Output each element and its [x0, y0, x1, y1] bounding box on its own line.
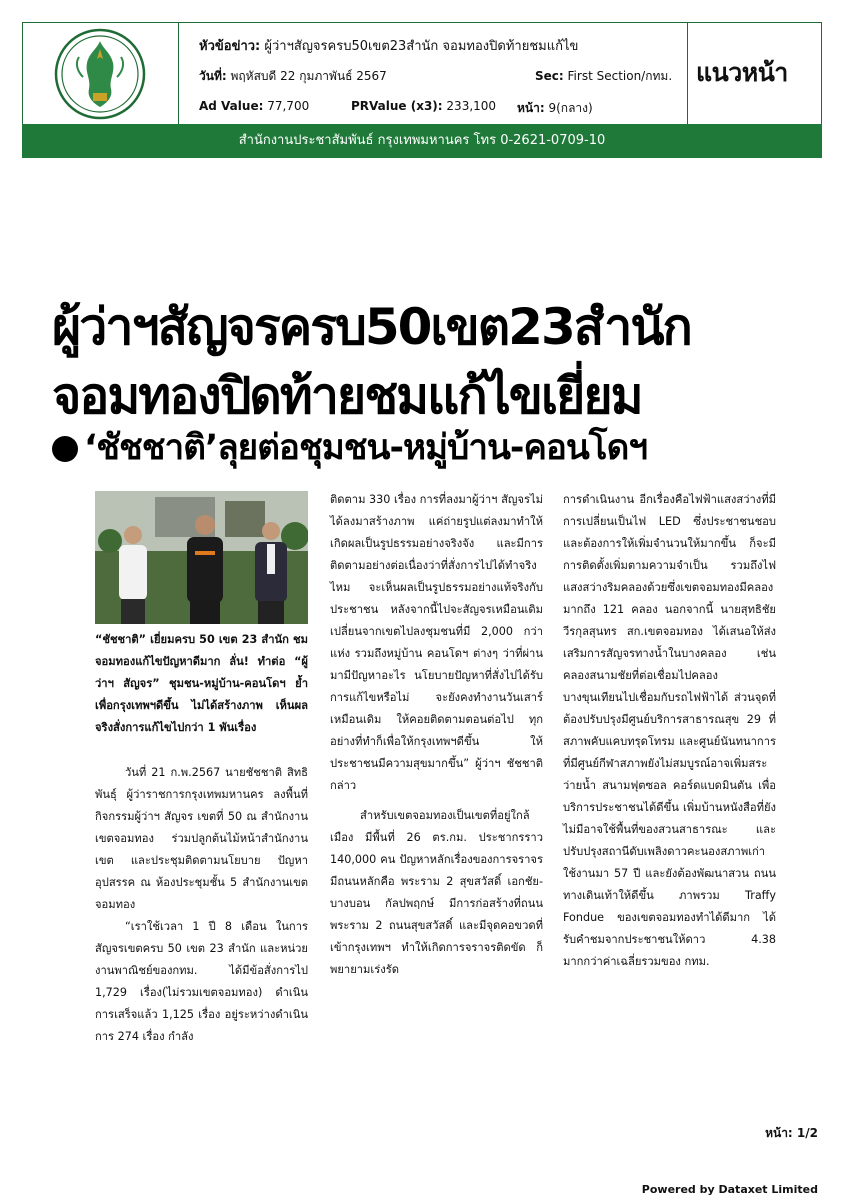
article-subtitle: ‘ชัชชาติ’ลุยต่อชุมชน-หมู่บ้าน-คอนโดฯ: [84, 428, 647, 468]
paragraph: วันที่ 21 ก.พ.2567 นายชัชชาติ สิทธิพันธุ์ ผู้ว่าราชการกรุงเทพมหานคร ลงพื้นที่กิจกรรมผู้ว่าฯ สัญจร เขตที่ 50 ณ สำนักงานเขตจอมทอง ร่วมปลูกต้นไม้หน้าสำนักงานเขต และประชุมติดตามนโยบาย ปัญหาอุปสรรค ณ ห้องประชุมชั้น 5 สำนักงานเขตจอมทอง: [95, 766, 308, 911]
date-label: วันที่:: [199, 69, 227, 83]
headline-text: ผู้ว่าฯสัญจรครบ50เขต23สำนัก จอมทองปิดท้ายชมแก้ไข: [264, 39, 579, 54]
logo-cell: [23, 23, 179, 124]
clipping-header: [22, 22, 822, 124]
article-column-3: [563, 489, 776, 973]
article-column-1: [95, 762, 308, 1048]
sec-row: [535, 67, 672, 86]
date-row: [199, 67, 387, 86]
paragraph: ติดตาม 330 เรื่อง การที่ลงมาผู้ว่าฯ สัญจรไม่ได้ลงมาสร้างภาพ แค่ถ่ายรูปแต่ลงมาทำให้เกิดผลเป็นรูปธรรมอย่างจริงจัง และมีการติดตามอย่างต่อเนื่องว่าที่สั่งการไปได้ทำจริงไหม จะเห็นผลเป็นรูปธรรมอย่างแท้จริงกับประชาชน หลังจากนี้ไปจะสัญจรเหมือนเดิม เปลี่ยนจากเขตไปลงชุมชนที่มี 2,000 กว่าแห่ง รวมถึงหมู่บ้าน คอนโดฯ ต่างๆ ว่าที่ผ่านมามีปัญหาอะไร นโยบายปัญหาที่สั่งไปได้รับการแก้ไขหรือไม่ จะยังคงทำงานวันเสาร์เหมือนเดิม ให้คอยติดตามตอนต่อไป ทุกอย่างที่ทำก็เพื่อให้กรุงเทพฯดีขึ้น ให้ประชาชนมีความสุขมากขึ้น” ผู้ว่าฯ ชัชชาติ กล่าว: [330, 493, 543, 792]
article-column-2: [330, 489, 543, 981]
paragraph: การดำเนินงาน อีกเรื่องคือไฟฟ้าแสงสว่างที่มีการเปลี่ยนเป็นไฟ LED ซึ่งประชาชนชอบและต้องการให้เพิ่มจำนวนให้มากขึ้น ก็จะมีการติดตั้งเพิ่มตามความจำเป็น รวมถึงไฟแสงสว่างริมคลองด้วยซึ่งเขตจอมทองมีคลองมากถึง 121 คลอง นอกจากนี้ นายสุทธิชัย วีรกุลสุนทร สก.เขตจอมทอง ได้เสนอให้ส่งเสริมการสัญจรทางน้ำในบางคลอง เช่น คลองสนามชัยที่ต่อเชื่อมไปคลองบางขุนเทียนไปเชื่อมกับรถไฟฟ้าได้ ส่วนจุดที่ต้องปรับปรุงมีศูนย์บริการสาธารณสุข 29 ที่สภาพคับแคบทรุดโทรม และศูนย์นันทนาการที่มีศูนย์กีฬาสภาพยังไม่สมบูรณ์อาจเพิ่มสระว่ายน้ำ สนามฟุตซอล คอร์ดแบดมินตัน เพื่อบริการประชาชนได้ดีขึ้น เพิ่มบ้านหนังสือที่ยังไม่มีอาจใช้พื้นที่ของสวนสาธารณะ และปรับปรุงสถานีดับเพลิงดาวคะนองสภาพเก่าใช้งานมา 57 ปี และยังต้องพัฒนาสวน ถนน ทางเดินเท้าให้ดีขึ้น ภาพรวม Traffy Fondue ของเขตจอมทองทำได้ดีมาก ได้รับคำชมจากประชาชนให้ดาว 4.38 มากกว่าค่าเฉลี่ยรวมของ กทม.: [563, 493, 776, 968]
page-value: 9(กลาง): [548, 101, 593, 115]
article-title-line1: ผู้ว่าฯสัญจรครบ50เขต23สำนัก: [52, 298, 691, 356]
paragraph: สำหรับเขตจอมทองเป็นเขตที่อยู่ใกล้เมือง มีพื้นที่ 26 ตร.กม. ประชากรราว 140,000 คน ปัญหาหลักเรื่องของการจราจร มีถนนหลักคือ พระราม 2 สุขสวัสดิ์ เอกชัย-บางบอน กัลปพฤกษ์ มีการก่อสร้างที่ถนนพระราม 2 ถนนสุขสวัสดิ์ และมีจุดคอขวดที่เข้ากรุงเทพฯ ทำให้เกิดการจราจรติดขัด ก็พยายามเร่งรัด: [330, 809, 543, 976]
publication-cell: [687, 23, 822, 124]
ad-label: Ad Value:: [199, 99, 264, 113]
article-subtitle-row: [52, 420, 812, 475]
powered-by: Powered by Dataxet Limited: [641, 1183, 818, 1196]
article-title-line2: จอมทองปิดท้ายชมแก้ไขเยี่ยม: [52, 367, 642, 425]
headline-row: [199, 35, 578, 56]
paragraph: “เราใช้เวลา 1 ปี 8 เดือน ในการสัญจรเขตครบ 50 เขต 23 สำนัก และหน่วยงานพาณิชย์ของกทม. ได้มีข้อสั่งการไป 1,729 เรื่อง(ไม่รวมเขตจอมทอง) ดำเนินการเสร็จแล้ว 1,125 เรื่อง อยู่ระหว่างดำเนินการ 274 เรื่อง กำลัง: [95, 920, 308, 1043]
photo-caption: “ชัชชาติ” เยี่ยมครบ 50 เขต 23 สำนัก ชมจอมทองแก้ไขปัญหาดีมาก ลั่น! ทำต่อ “ผู้ว่าฯ สัญจร” ชุมชน-หมู่บ้าน-คอนโดฯ ย้ำเพื่อกรุงเทพฯดีขึ้น ไม่ได้สร้างภาพ เห็นผลจริงสั่งการแก้ไขไปกว่า 1 พันเรื่อง: [95, 633, 308, 734]
photo-image: [95, 491, 308, 624]
pr-row: [351, 99, 496, 113]
page-indicator: หน้า: 1/2: [765, 1126, 818, 1140]
clipping-meta: [199, 23, 689, 124]
date-value: พฤหัสบดี 22 กุมภาพันธ์ 2567: [230, 69, 387, 83]
sec-label: Sec:: [535, 69, 564, 83]
ad-row: [199, 99, 309, 113]
publication-name: แนวหน้า: [696, 58, 788, 87]
bma-seal-icon: [53, 27, 147, 121]
article-photo: [95, 491, 308, 624]
page-label: หน้า:: [517, 101, 545, 115]
sec-value: First Section/กทม.: [567, 69, 673, 83]
ad-value: 77,700: [267, 99, 310, 113]
headline-label: หัวข้อข่าว:: [199, 39, 261, 54]
pr-label: PRValue (x3):: [351, 99, 443, 113]
agency-band: สำนักงานประชาสัมพันธ์ กรุงเทพมหานคร โทร 0-2621-0709-10: [22, 124, 822, 158]
bullet-icon: [52, 436, 78, 462]
page-row: [517, 99, 593, 118]
pr-value: 233,100: [446, 99, 497, 113]
